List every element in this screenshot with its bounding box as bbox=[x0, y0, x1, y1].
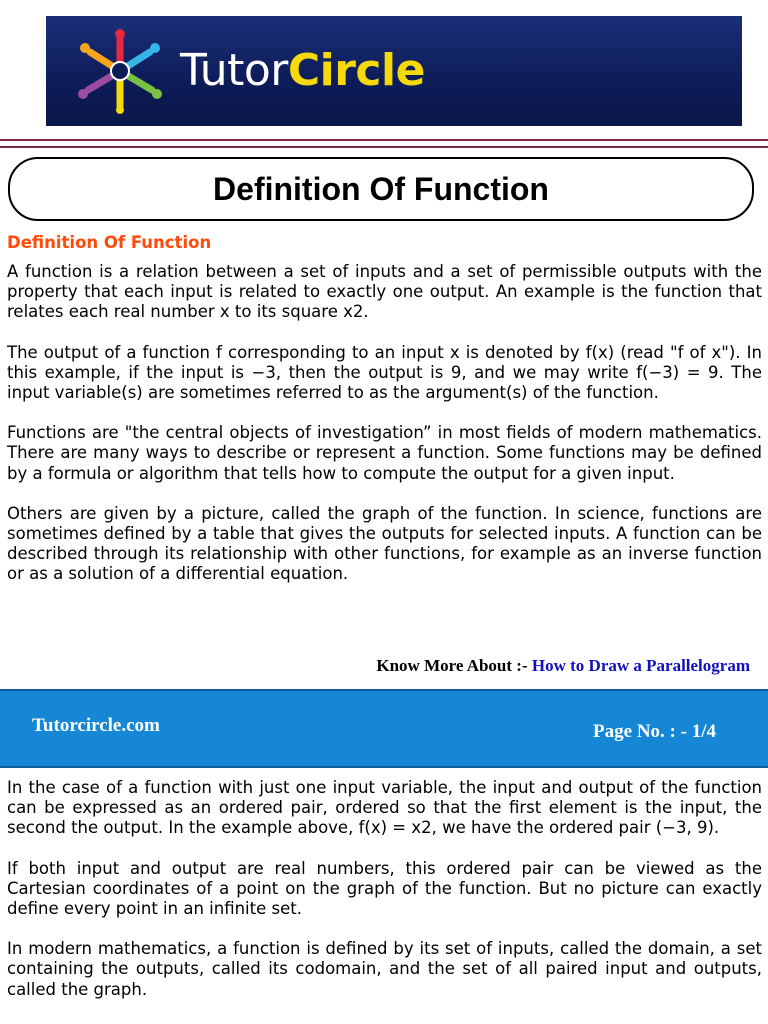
paragraph: In modern mathematics, a function is defined by its set of inputs, called the domain, a set containing the outputs, called its codomain, and the set of all paired input and outputs, called the graph. bbox=[7, 939, 762, 999]
section-2 bbox=[7, 778, 762, 1020]
page-title: Definition Of Function bbox=[213, 170, 549, 207]
site-name: Tutorcircle.com bbox=[32, 715, 160, 736]
paragraph: In the case of a function with just one input variable, the input and output of the function can be expressed as an ordered pair, ordered so that the first element is the input, the second the output. In the example above, f(x) = x2, we have the ordered pair (−3, 9). bbox=[7, 778, 762, 838]
tutorcircle-logo-icon bbox=[70, 28, 170, 114]
know-more-link[interactable]: How to Draw a Parallelogram bbox=[531, 656, 750, 675]
paragraph: The output of a function f corresponding to an input x is denoted by f(x) (read "f of x"). In this example, if the input is −3, then the output is 9, and we may write f(−3) = 9. The input variable(s) are sometimes referred to as the argument(s) of the function. bbox=[7, 342, 762, 403]
know-more-label: Know More About :- bbox=[376, 656, 528, 675]
logo-wordmark bbox=[180, 44, 425, 98]
logo-text-accent: Circle bbox=[287, 45, 425, 96]
paragraph: A function is a relation between a set of inputs and a set of permissible outputs with the property that each input is related to exactly one output. An example is the function that relates each real number x to its square x2. bbox=[7, 262, 762, 322]
section-1 bbox=[7, 232, 762, 605]
header-banner bbox=[46, 16, 742, 126]
title-box bbox=[8, 157, 754, 221]
divider bbox=[0, 146, 768, 148]
section-heading: Definition Of Function bbox=[7, 233, 212, 252]
paragraph: Others are given by a picture, called the graph of the function. In science, functions are sometimes defined by a table that gives the outputs for selected inputs. A function can be described through its relationship with other functions, for example as an inverse function or as a solution of a differential equation. bbox=[7, 503, 762, 584]
paragraph: If both input and output are real numbers, this ordered pair can be viewed as the Cartesian coordinates of a point on the graph of the function. But no picture can exactly define every point in an infinite set. bbox=[7, 858, 762, 919]
logo-text-primary: Tutor bbox=[180, 45, 288, 96]
know-more bbox=[0, 656, 750, 676]
divider bbox=[0, 139, 768, 141]
page-number: Page No. : - 1/4 bbox=[593, 721, 716, 742]
paragraph: Functions are "the central objects of investigation” in most fields of modern mathematics. There are many ways to describe or represent a function. Some functions may be defined by a formula or algorithm that tells how to compute the output for a given input. bbox=[7, 423, 762, 483]
page-footer-bar bbox=[0, 689, 768, 768]
